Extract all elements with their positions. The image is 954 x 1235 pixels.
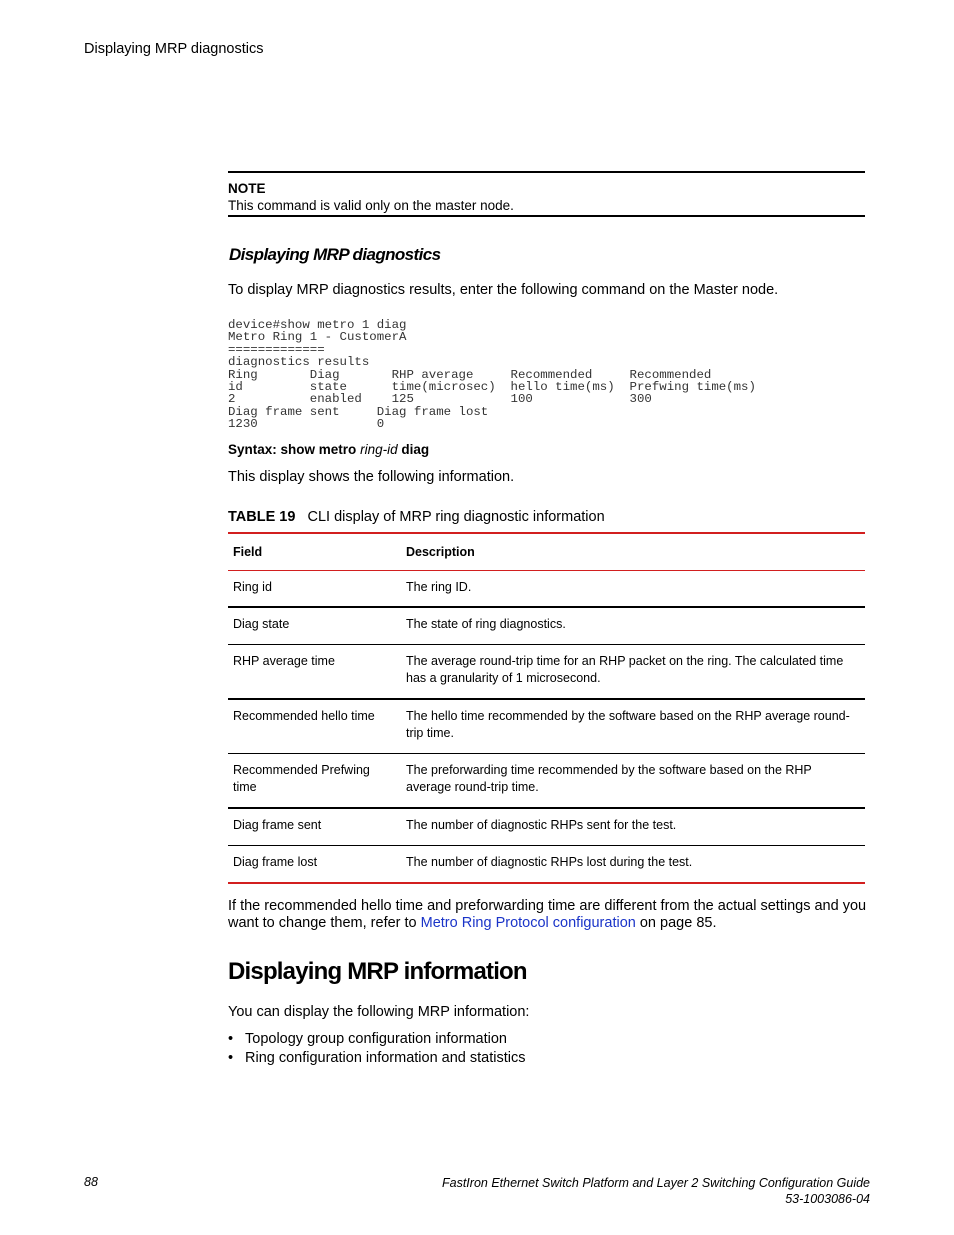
diagnostics-intro: To display MRP diagnostics results, enter the following command on the Master node. <box>228 282 779 298</box>
table-header-field: Field <box>233 545 263 559</box>
section-intro: You can display the following MRP information: <box>228 1004 530 1020</box>
metro-ring-config-link[interactable]: Metro Ring Protocol configuration <box>420 915 636 931</box>
table-row <box>228 846 865 883</box>
table-caption <box>228 509 605 525</box>
table-header-row <box>228 533 865 571</box>
table-cell-description: The preforwarding time recommended by the software based on the RHP average round-trip time. <box>406 763 812 794</box>
section-heading: Displaying MRP information <box>228 958 527 985</box>
table-cell-field: Diag state <box>233 616 290 631</box>
diagnostics-subheading: Displaying MRP diagnostics <box>229 245 441 264</box>
syntax-end: diag <box>401 442 430 457</box>
after-table-text: If the recommended hello time and preforwarding time are different from the actual settings and you want to change them, refer to <box>228 898 867 931</box>
table-cell-description: The state of ring diagnostics. <box>406 616 566 631</box>
table-cell-description: The ring ID. <box>406 580 472 594</box>
list-item-text: Topology group configuration information <box>245 1031 507 1047</box>
table-cell-field: Diag frame sent <box>233 817 322 832</box>
table-cell-description: The hello time recommended by the software based on the RHP average round-trip time. <box>406 708 850 740</box>
running-header: Displaying MRP diagnostics <box>84 41 264 57</box>
table-cell-description: The number of diagnostic RHPs lost during the test. <box>406 855 693 869</box>
list-item <box>228 1031 525 1050</box>
after-table-text-end: on page 85. <box>635 915 717 931</box>
table-row <box>228 607 865 645</box>
note-label: NOTE <box>228 181 266 196</box>
table-caption-label: TABLE 19 <box>228 509 296 525</box>
syntax-line <box>228 442 429 457</box>
table-cell-field: Diag frame lost <box>233 855 318 869</box>
table-caption-text: CLI display of MRP ring diagnostic information <box>307 509 605 525</box>
table-cell-field: Recommended hello time <box>233 708 375 723</box>
page-number: 88 <box>84 1175 98 1189</box>
list-item <box>228 1050 525 1069</box>
doc-number: 53-1003086-04 <box>785 1192 870 1206</box>
table-cell-description: The average round-trip time for an RHP packet on the ring. The calculated time has a granularity of 1 microsecond. <box>406 654 844 685</box>
bullet-icon: • <box>228 1031 234 1047</box>
table-cell-field: Recommended Prefwing time <box>233 763 370 794</box>
table-cell-description: The number of diagnostic RHPs sent for the test. <box>406 817 677 832</box>
footer-doc-info <box>442 1175 870 1207</box>
note-text: This command is valid only on the master node. <box>228 198 514 213</box>
bullet-list <box>228 1031 525 1069</box>
bullet-icon: • <box>228 1050 234 1066</box>
syntax-command: show metro <box>280 442 357 457</box>
list-item-text: Ring configuration information and statistics <box>245 1050 526 1066</box>
table-row <box>228 754 865 808</box>
table-cell-field: RHP average time <box>233 654 335 668</box>
cli-output: device#show metro 1 diag Metro Ring 1 - CustomerA ============= diagnostics results Ring Diag RHP average Recommended Recommended id state time(microsec) hello time(ms) Prefwing time(ms) 2 enabled 125 100 300 Diag frame sent Diag frame lost 1230 0 <box>228 318 756 432</box>
diagnostics-table <box>228 532 865 884</box>
syntax-argument: ring-id <box>360 442 398 457</box>
display-note: This display shows the following information. <box>228 469 515 485</box>
table-header-description: Description <box>406 545 475 559</box>
table-row <box>228 699 865 754</box>
doc-title: FastIron Ethernet Switch Platform and Layer 2 Switching Configuration Guide <box>442 1176 870 1190</box>
syntax-label: Syntax: <box>228 442 277 457</box>
table-row <box>228 645 865 699</box>
after-table-paragraph <box>228 898 868 932</box>
table-row <box>228 808 865 846</box>
table-cell-field: Ring id <box>233 580 272 594</box>
note-box <box>228 171 865 217</box>
table-row <box>228 571 865 607</box>
